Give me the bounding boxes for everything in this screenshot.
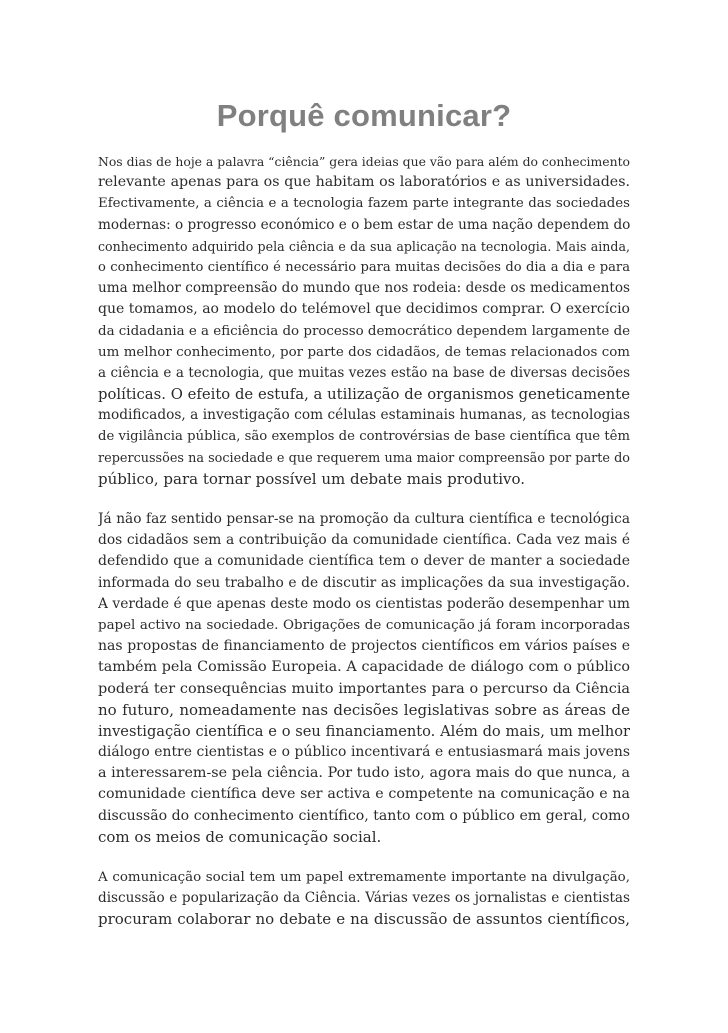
text-line: discussão do conhecimento científico, tanto com o público em geral, como: [98, 807, 630, 824]
text-line: defendido que a comunidade científica tem o dever de manter a sociedade: [98, 553, 630, 570]
text-line: também pela Comissão Europeia. A capacidade de diálogo com o público: [98, 659, 630, 676]
text-line: uma melhor compreensão do mundo que nos rodeia: desde os medicamentos: [98, 280, 630, 297]
text-line: a interessarem-se pela ciência. Por tudo isto, agora mais do que nunca, a: [98, 765, 630, 782]
text-line: Efectivamente, a ciência e a tecnologia fazem parte integrante das sociedades: [98, 196, 630, 212]
text-line: repercussões na sociedade e que requerem uma maior compreensão por parte do: [98, 450, 630, 466]
text-line: políticas. O efeito de estufa, a utilização de organismos geneticamente: [98, 386, 630, 404]
paragraph-2: [98, 509, 630, 848]
paragraph-1: [98, 151, 630, 490]
text-line: A comunicação social tem um papel extremamente importante na divulgação,: [98, 870, 630, 885]
text-line: no futuro, nomeadamente nas decisões legislativas sobre as áreas de: [98, 700, 630, 719]
text-line: de vigilância pública, são exemplos de controvérsias de base científica que têm: [98, 429, 630, 445]
text-line: dos cidadãos sem a contribuição da comunidade científica. Cada vez mais é: [98, 532, 630, 549]
document-body: [98, 151, 630, 950]
paragraph-3: [98, 867, 630, 931]
text-line: conhecimento adquirido pela ciência e da sua aplicação na tecnologia. Mais ainda,: [98, 238, 630, 254]
text-line: poderá ter consequências muito importantes para o percurso da Ciência: [98, 680, 630, 697]
text-line: informada do seu trabalho e de discutir as implicações da sua investigação.: [98, 574, 630, 591]
text-line: Nos dias de hoje a palavra “ciência” gera ideias que vão para além do conhecimento: [98, 154, 630, 169]
text-line: investigação científica e o seu financiamento. Além do mais, um melhor: [98, 722, 630, 740]
text-line: com os meios de comunicação social.: [98, 827, 382, 846]
text-line: relevante apenas para os que habitam os laboratórios e as universidades.: [98, 174, 630, 191]
text-line: papel activo na sociedade. Obrigações de comunicação já foram incorporadas: [98, 617, 630, 633]
text-line: que tomamos, ao modelo do telémovel que decidimos comprar. O exercício: [98, 301, 630, 318]
text-line: público, para tornar possível um debate mais produtivo.: [98, 469, 526, 488]
text-line: modernas: o progresso económico e o bem estar de uma nação dependem do: [98, 216, 630, 233]
text-line: procuram colaborar no debate e na discussão de assuntos científicos,: [98, 910, 630, 929]
text-line: da cidadania e a eficiência do processo democrático dependem largamente de: [98, 323, 630, 339]
text-line: o conhecimento científico é necessário para muitas decisões do dia a dia e para: [98, 259, 630, 275]
page-title: Porquê comunicar?: [216, 98, 512, 133]
text-line: diálogo entre cientistas e o público incentivará e entusiasmará mais jovens: [98, 744, 630, 761]
text-line: comunidade científica deve ser activa e competente na comunicação e na: [98, 786, 630, 803]
text-line: a ciência e a tecnologia, que muitas vezes estão na base de diversas decisões: [98, 364, 630, 381]
text-line: modificados, a investigação com células estaminais humanas, as tecnologias: [98, 407, 630, 424]
text-line: um melhor conhecimento, por parte dos cidadãos, de temas relacionados com: [98, 344, 630, 360]
text-line: Já não faz sentido pensar-se na promoção da cultura científica e tecnológica: [98, 511, 630, 527]
text-line: discussão e popularização da Ciência. Várias vezes os jornalistas e cientistas: [98, 890, 630, 907]
text-line: nas propostas de financiamento de projectos científicos em vários países e: [98, 638, 630, 655]
text-line: A verdade é que apenas deste modo os cientistas poderão desempenhar um: [98, 595, 630, 612]
